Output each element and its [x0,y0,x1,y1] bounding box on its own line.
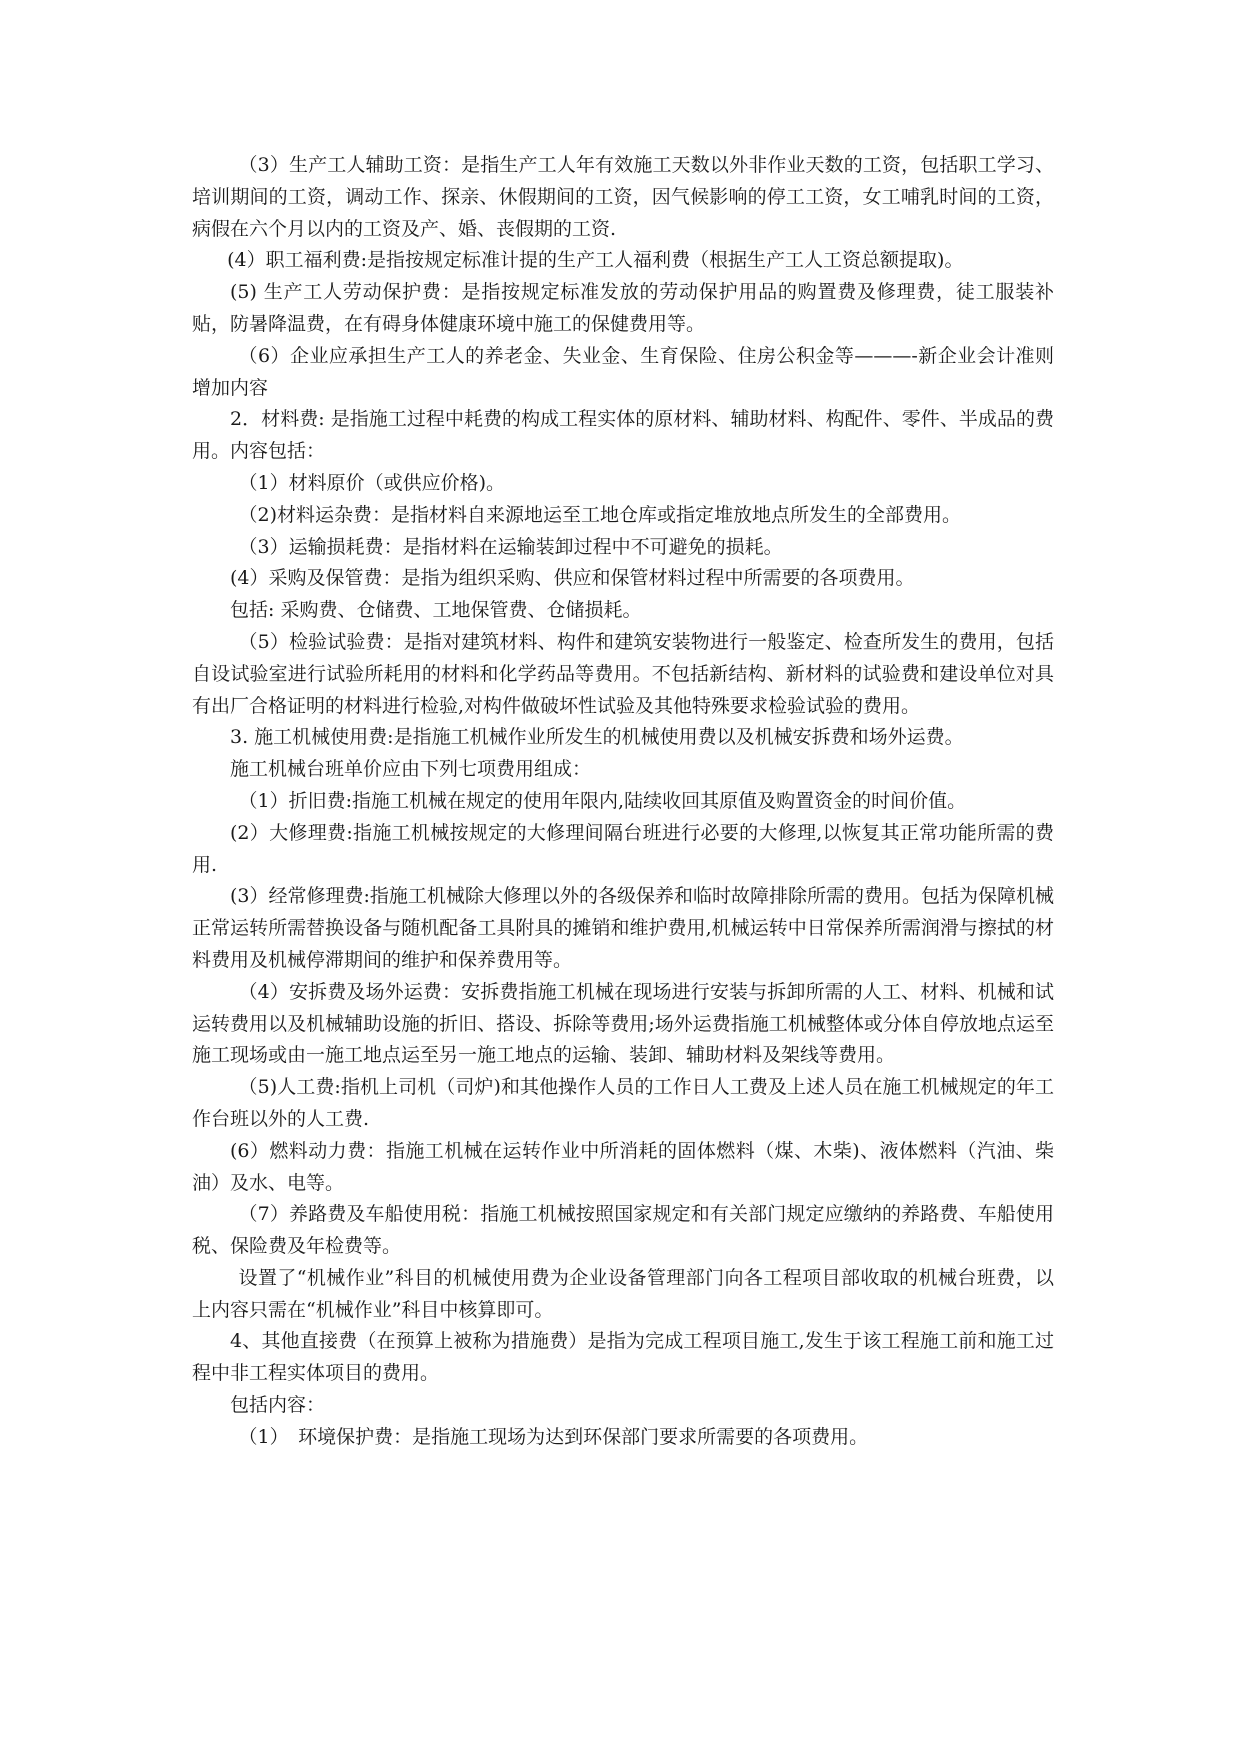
paragraph-machinery-account: 设置了“机械作业”科目的机械使用费为企业设备管理部门向各工程项目部收取的机械台班费，以上内容只需在“机械作业”科目中核算即可。 [192,1266,1054,1321]
document-body [192,150,1054,1454]
paragraph-material-price: （1）材料原价（或供应价格)。 [238,471,506,494]
paragraph-material-cost: 2．材料费: 是指施工过程中耗费的构成工程实体的原材料、辅助材料、构配件、零件、半成品的费用。内容包括： [192,408,1054,463]
paragraph-transport-misc: （2)材料运杂费：是指材料自来源地运至工地仓库或指定堆放地点所发生的全部费用。 [238,503,962,526]
paragraph-welfare-fee: (4）职工福利费:是指按规定标准计提的生产工人福利费（根据生产工人工资总额提取)。 [227,249,964,272]
paragraph-regular-repair: (3）经常修理费:指施工机械除大修理以外的各级保养和临时故障排除所需的费用。包括为保障机械正常运转所需替换设备与随机配备工具附具的摊销和维护费用,机械运转中日常保养所需润滑与擦拭的材料费用及机械停滞期间的维护和保养费用等。 [192,885,1054,971]
paragraph-depreciation: （1）折旧费:指施工机械在规定的使用年限内,陆续收回其原值及购置资金的时间价值。 [238,789,967,812]
paragraph-environmental-protection: （1） 环境保护费：是指施工现场为达到环保部门要求所需要的各项费用。 [238,1425,869,1448]
paragraph-pension-insurance: （6）企业应承担生产工人的养老金、失业金、生育保险、住房公积金等———-新企业会计准则增加内容 [192,344,1054,399]
paragraph-auxiliary-wages: （3）生产工人辅助工资：是指生产工人年有效施工天数以外非作业天数的工资，包括职工学习、培训期间的工资，调动工作、探亲、休假期间的工资，因气候影响的停工工资，女工哺乳时间的工资，病假在六个月以内的工资及产、婚、丧假期的工资. [192,154,1054,240]
paragraph-purchase-storage: (4）采购及保管费：是指为组织采购、供应和保管材料过程中所需要的各项费用。 [230,567,915,590]
paragraph-labor-cost: （5)人工费:指机上司机（司炉)和其他操作人员的工作日人工费及上述人员在施工机械规定的年工作台班以外的人工费. [192,1076,1054,1130]
paragraph-includes-content: 包括内容： [230,1394,326,1417]
paragraph-purchase-includes: 包括: 采购费、仓储费、工地保管费、仓储损耗。 [230,599,642,622]
paragraph-transport-loss: （3）运输损耗费：是指材料在运输装卸过程中不可避免的损耗。 [238,535,783,558]
paragraph-fuel-power: (6）燃料动力费：指施工机械在运转作业中所消耗的固体燃料（煤、木柴)、液体燃料（汽油、柴油）及水、电等。 [192,1139,1054,1194]
paragraph-road-vehicle-tax: （7）养路费及车船使用税：指施工机械按照国家规定和有关部门规定应缴纳的养路费、车船使用税、保险费及年检费等。 [192,1203,1054,1258]
paragraph-inspection-test: （5）检验试验费：是指对建筑材料、构件和建筑安装物进行一般鉴定、检查所发生的费用，包括自设试验室进行试验所耗用的材料和化学药品等费用。不包括新结构、新材料的试验费和建设单位对具有出厂合格证明的材料进行检验,对构件做破坏性试验及其他特殊要求检验试验的费用。 [192,630,1054,717]
paragraph-machinery-shift-price: 施工机械台班单价应由下列七项费用组成： [230,758,592,781]
paragraph-installation-transport: （4）安拆费及场外运费：安拆费指施工机械在现场进行安装与拆卸所需的人工、材料、机械和试运转费用以及机械辅助设施的折旧、搭设、拆除等费用;场外运费指施工机械整体或分体自停放地点运至施工现场或由一施工地点运至另一施工地点的运输、装卸、辅助材料及架线等费用。 [192,980,1054,1067]
paragraph-other-direct-cost: 4、其他直接费（在预算上被称为措施费）是指为完成工程项目施工,发生于该工程施工前和施工过程中非工程实体项目的费用。 [192,1330,1054,1385]
paragraph-machinery-cost: 3. 施工机械使用费:是指施工机械作业所发生的机械使用费以及机械安拆费和场外运费。 [230,726,964,749]
paragraph-labor-protection-fee: (5) 生产工人劳动保护费：是指按规定标准发放的劳动保护用品的购置费及修理费，徒工服装补贴，防暑降温费，在有碍身体健康环境中施工的保健费用等。 [192,281,1054,335]
paragraph-overhaul: (2）大修理费:指施工机械按规定的大修理间隔台班进行必要的大修理,以恢复其正常功能所需的费用. [192,821,1054,876]
